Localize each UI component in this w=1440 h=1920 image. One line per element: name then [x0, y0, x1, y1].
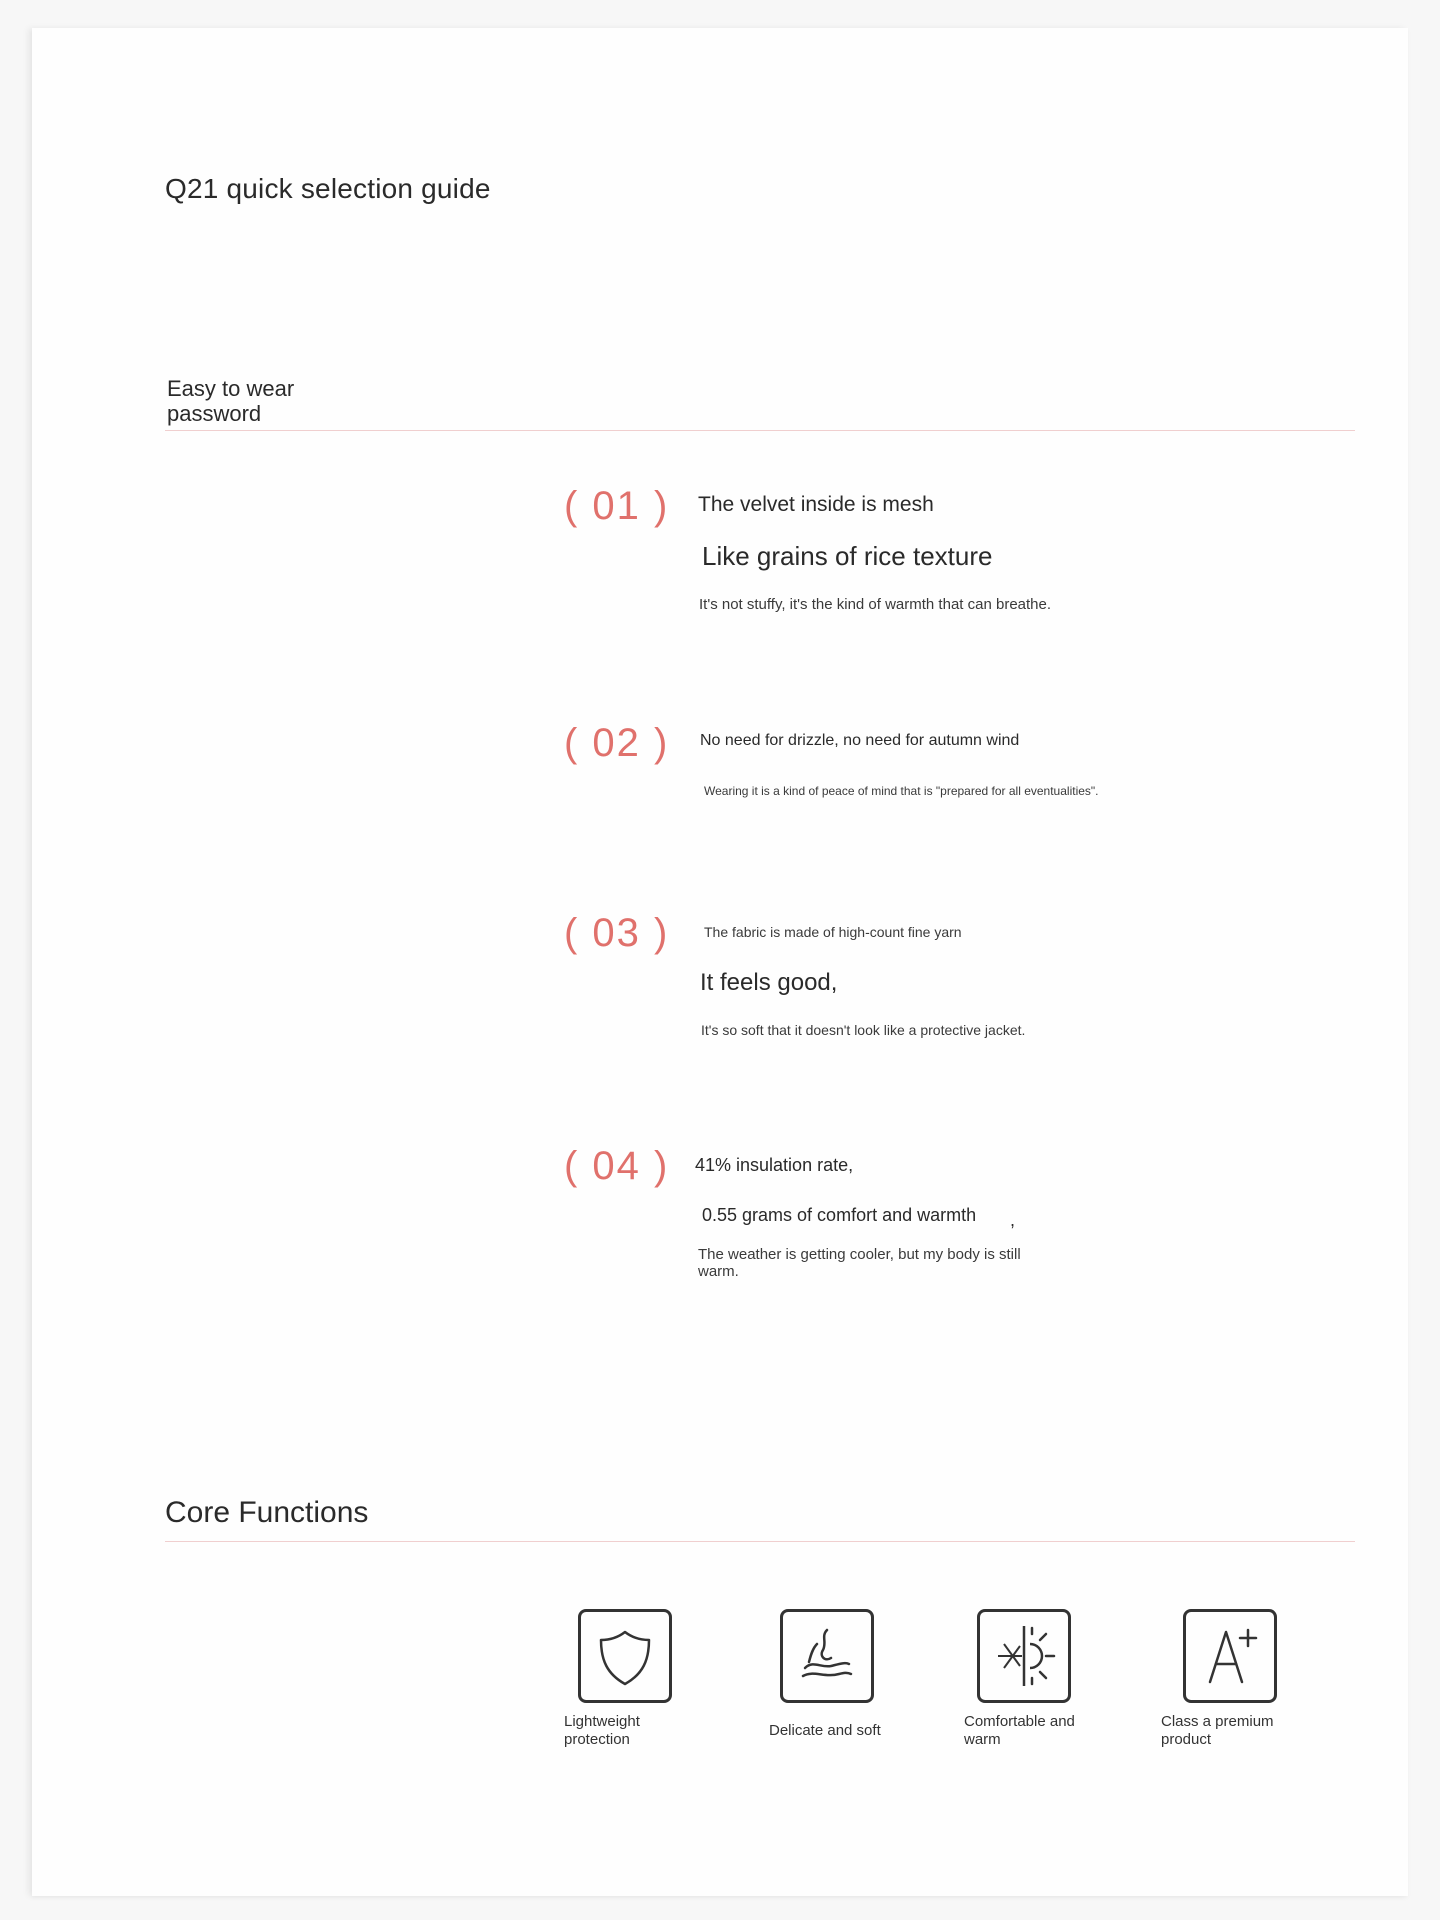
item-line-description: The weather is getting cooler, but my body is still warm.: [698, 1246, 1021, 1280]
section-divider: [165, 1541, 1355, 1542]
item-line-primary: The fabric is made of high-count fine yarn: [704, 924, 962, 940]
item-line-primary: The velvet inside is mesh: [698, 493, 934, 516]
item-line-secondary: 0.55 grams of comfort and warmth: [702, 1205, 977, 1225]
item-line-primary: No need for drizzle, no need for autumn wind: [700, 732, 1020, 749]
item-number: ( 04 ): [564, 1144, 670, 1188]
section-divider: [165, 430, 1355, 431]
feature-label: Delicate and soft: [769, 1722, 881, 1739]
feature-label: Class a premium product: [1161, 1713, 1274, 1748]
item-line-description: It's not stuffy, it's the kind of warmth that can breathe.: [699, 596, 1052, 613]
item-line-headline: Like grains of rice texture: [702, 541, 993, 571]
hand-feather-icon: [780, 1609, 874, 1703]
trailing-comma-mark: ,: [1010, 1210, 1016, 1230]
item-number: ( 01 ): [564, 484, 670, 528]
page-sheet: [32, 28, 1408, 1896]
section-title-core-functions: Core Functions: [165, 1496, 369, 1529]
item-number: ( 02 ): [564, 721, 670, 765]
feature-label: Comfortable and warm: [964, 1713, 1075, 1748]
shield-icon: [578, 1609, 672, 1703]
item-line-description: It's so soft that it doesn't look like a protective jacket.: [701, 1022, 1026, 1038]
item-line-primary: 41% insulation rate,: [695, 1155, 854, 1175]
section-title-easy-to-wear: Easy to wear password: [167, 376, 295, 426]
item-line-description: Wearing it is a kind of peace of mind that is "prepared for all eventualities".: [704, 784, 1099, 798]
item-line-headline: It feels good,: [700, 969, 838, 996]
a-plus-icon: [1183, 1609, 1277, 1703]
page-title: Q21 quick selection guide: [165, 173, 491, 204]
feature-label: Lightweight protection: [564, 1713, 640, 1748]
item-number: ( 03 ): [564, 911, 670, 955]
snow-sun-icon: [977, 1609, 1071, 1703]
